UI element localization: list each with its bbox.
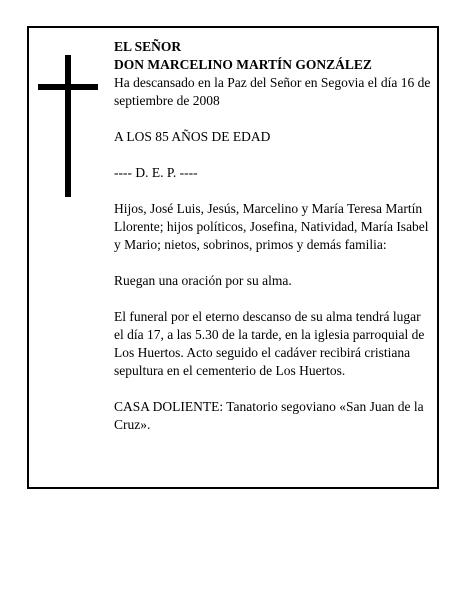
cross-horizontal-bar bbox=[38, 84, 98, 90]
cross-icon bbox=[38, 55, 98, 197]
family-paragraph: Hijos, José Luis, Jesús, Marcelino y María Teresa Martín Llorente; hijos políticos, Josefina, Natividad, María Isabel y Mario; nietos, sobrinos, primos y demás familia: bbox=[114, 201, 429, 252]
title-line-1: EL SEÑOR bbox=[114, 39, 182, 54]
mourning-house: CASA DOLIENTE: Tanatorio segoviano «San Juan de la Cruz». bbox=[114, 399, 424, 432]
deceased-name: DON MARCELINO MARTÍN GONZÁLEZ bbox=[114, 57, 372, 72]
age-line: A LOS 85 AÑOS DE EDAD bbox=[114, 129, 271, 144]
obituary-text bbox=[114, 38, 432, 434]
prayer-request: Ruegan una oración por su alma. bbox=[114, 273, 292, 288]
cross-vertical-bar bbox=[65, 55, 71, 197]
funeral-paragraph: El funeral por el eterno descanso de su alma tendrá lugar el día 17, a las 5.30 de la tarde, en la iglesia parroquial de Los Huertos. Acto seguido el cadáver recibirá cristiana sepultura en el cementerio de Los Huertos. bbox=[114, 309, 425, 378]
rip-line: ---- D. E. P. ---- bbox=[114, 165, 198, 180]
death-statement: Ha descansado en la Paz del Señor en Segovia el día 16 de septiembre de 2008 bbox=[114, 75, 431, 108]
